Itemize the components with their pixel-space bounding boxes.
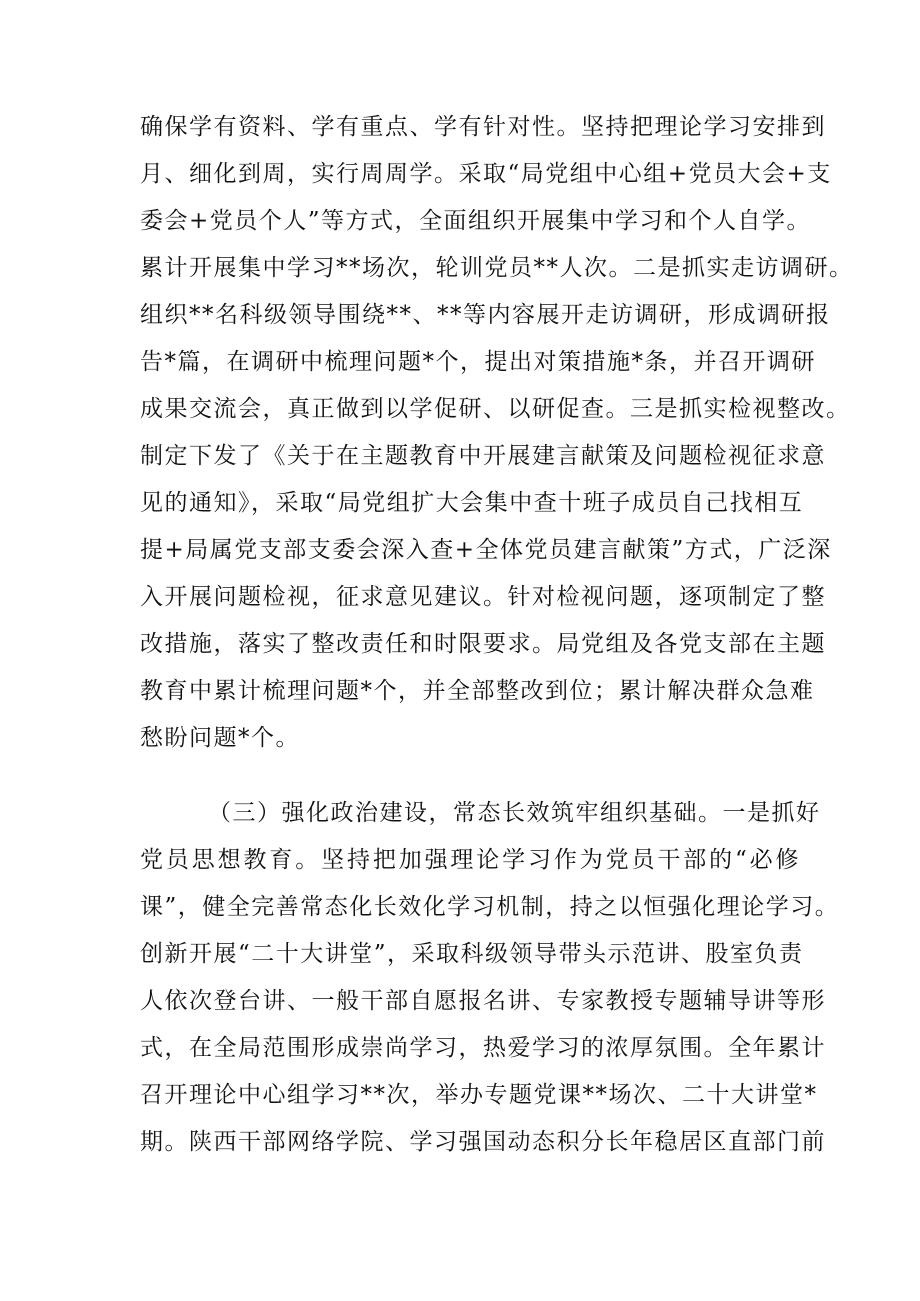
paragraph-2-line-6: 式，在全局范围形成崇尚学习，热爱学习的浓厚氛围。全年累计 xyxy=(140,1035,826,1061)
paragraph-1-line-2: 月、细化到周，实行周周学。采取“局党组中心组+党员大会+支 xyxy=(140,161,832,187)
paragraph-2-line-5: 人依次登台讲、一般干部自愿报名讲、专家教授专题辅导讲等形 xyxy=(140,988,826,1014)
paragraph-1-line-3: 委会+党员个人”等方式，全面组织开展集中学习和个人自学。 xyxy=(140,208,812,234)
paragraph-1 xyxy=(140,104,854,762)
paragraph-1-line-4: 累计开展集中学习**场次，轮训党员**人次。二是抓实走访调研。 xyxy=(140,255,854,281)
paragraph-1-line-10: 提+局属党支部支委会深入查+全体党员建言献策”方式，广泛深 xyxy=(140,537,832,563)
paragraph-1-line-9: 见的通知》，采取“局党组扩大会集中查十班子成员自己找相互 xyxy=(140,490,804,516)
paragraph-1-line-1: 确保学有资料、学有重点、学有针对性。坚持把理论学习安排到 xyxy=(140,114,826,140)
paragraph-1-line-5: 组织**名科级领导围绕**、**等内容展开走访调研，形成调研报 xyxy=(140,302,831,328)
paragraph-1-line-13: 教育中累计梳理问题*个，并全部整改到位；累计解决群众急难 xyxy=(140,678,815,704)
paragraph-2-line-3: 课”，健全完善常态化长效化学习机制，持之以恒强化理论学习。 xyxy=(140,894,840,920)
paragraph-1-line-14: 愁盼问题*个。 xyxy=(140,725,300,751)
paragraph-1-line-12: 改措施，落实了整改责任和时限要求。局党组及各党支部在主题 xyxy=(140,631,826,657)
paragraph-2-line-8: 期。陕西干部网络学院、学习强国动态积分长年稳居区直部门前 xyxy=(140,1129,826,1155)
paragraph-2-line-4: 创新开展“二十大讲堂”，采取科级领导带头示范讲、股室负责 xyxy=(140,941,804,967)
paragraph-2 xyxy=(140,790,840,1166)
paragraph-2-line-1: （三）强化政治建设，常态长效筑牢组织基础。一是抓好 xyxy=(208,800,821,826)
paragraph-1-line-6: 告*篇，在调研中梳理问题*个，提出对策措施*条，并召开调研 xyxy=(140,349,816,375)
paragraph-2-line-7: 召开理论中心组学习**次，举办专题党课**场次、二十大讲堂* xyxy=(140,1082,818,1108)
paragraph-1-line-8: 制定下发了《关于在主题教育中开展建言献策及问题检视征求意 xyxy=(140,443,826,469)
paragraph-2-line-2: 党员思想教育。坚持把加强理论学习作为党员干部的“必修 xyxy=(140,847,800,873)
paragraph-1-line-7: 成果交流会，真正做到以学促研、以研促查。三是抓实检视整改。 xyxy=(140,396,851,422)
paragraph-1-line-11: 入开展问题检视，征求意见建议。针对检视问题，逐项制定了整 xyxy=(140,584,826,610)
